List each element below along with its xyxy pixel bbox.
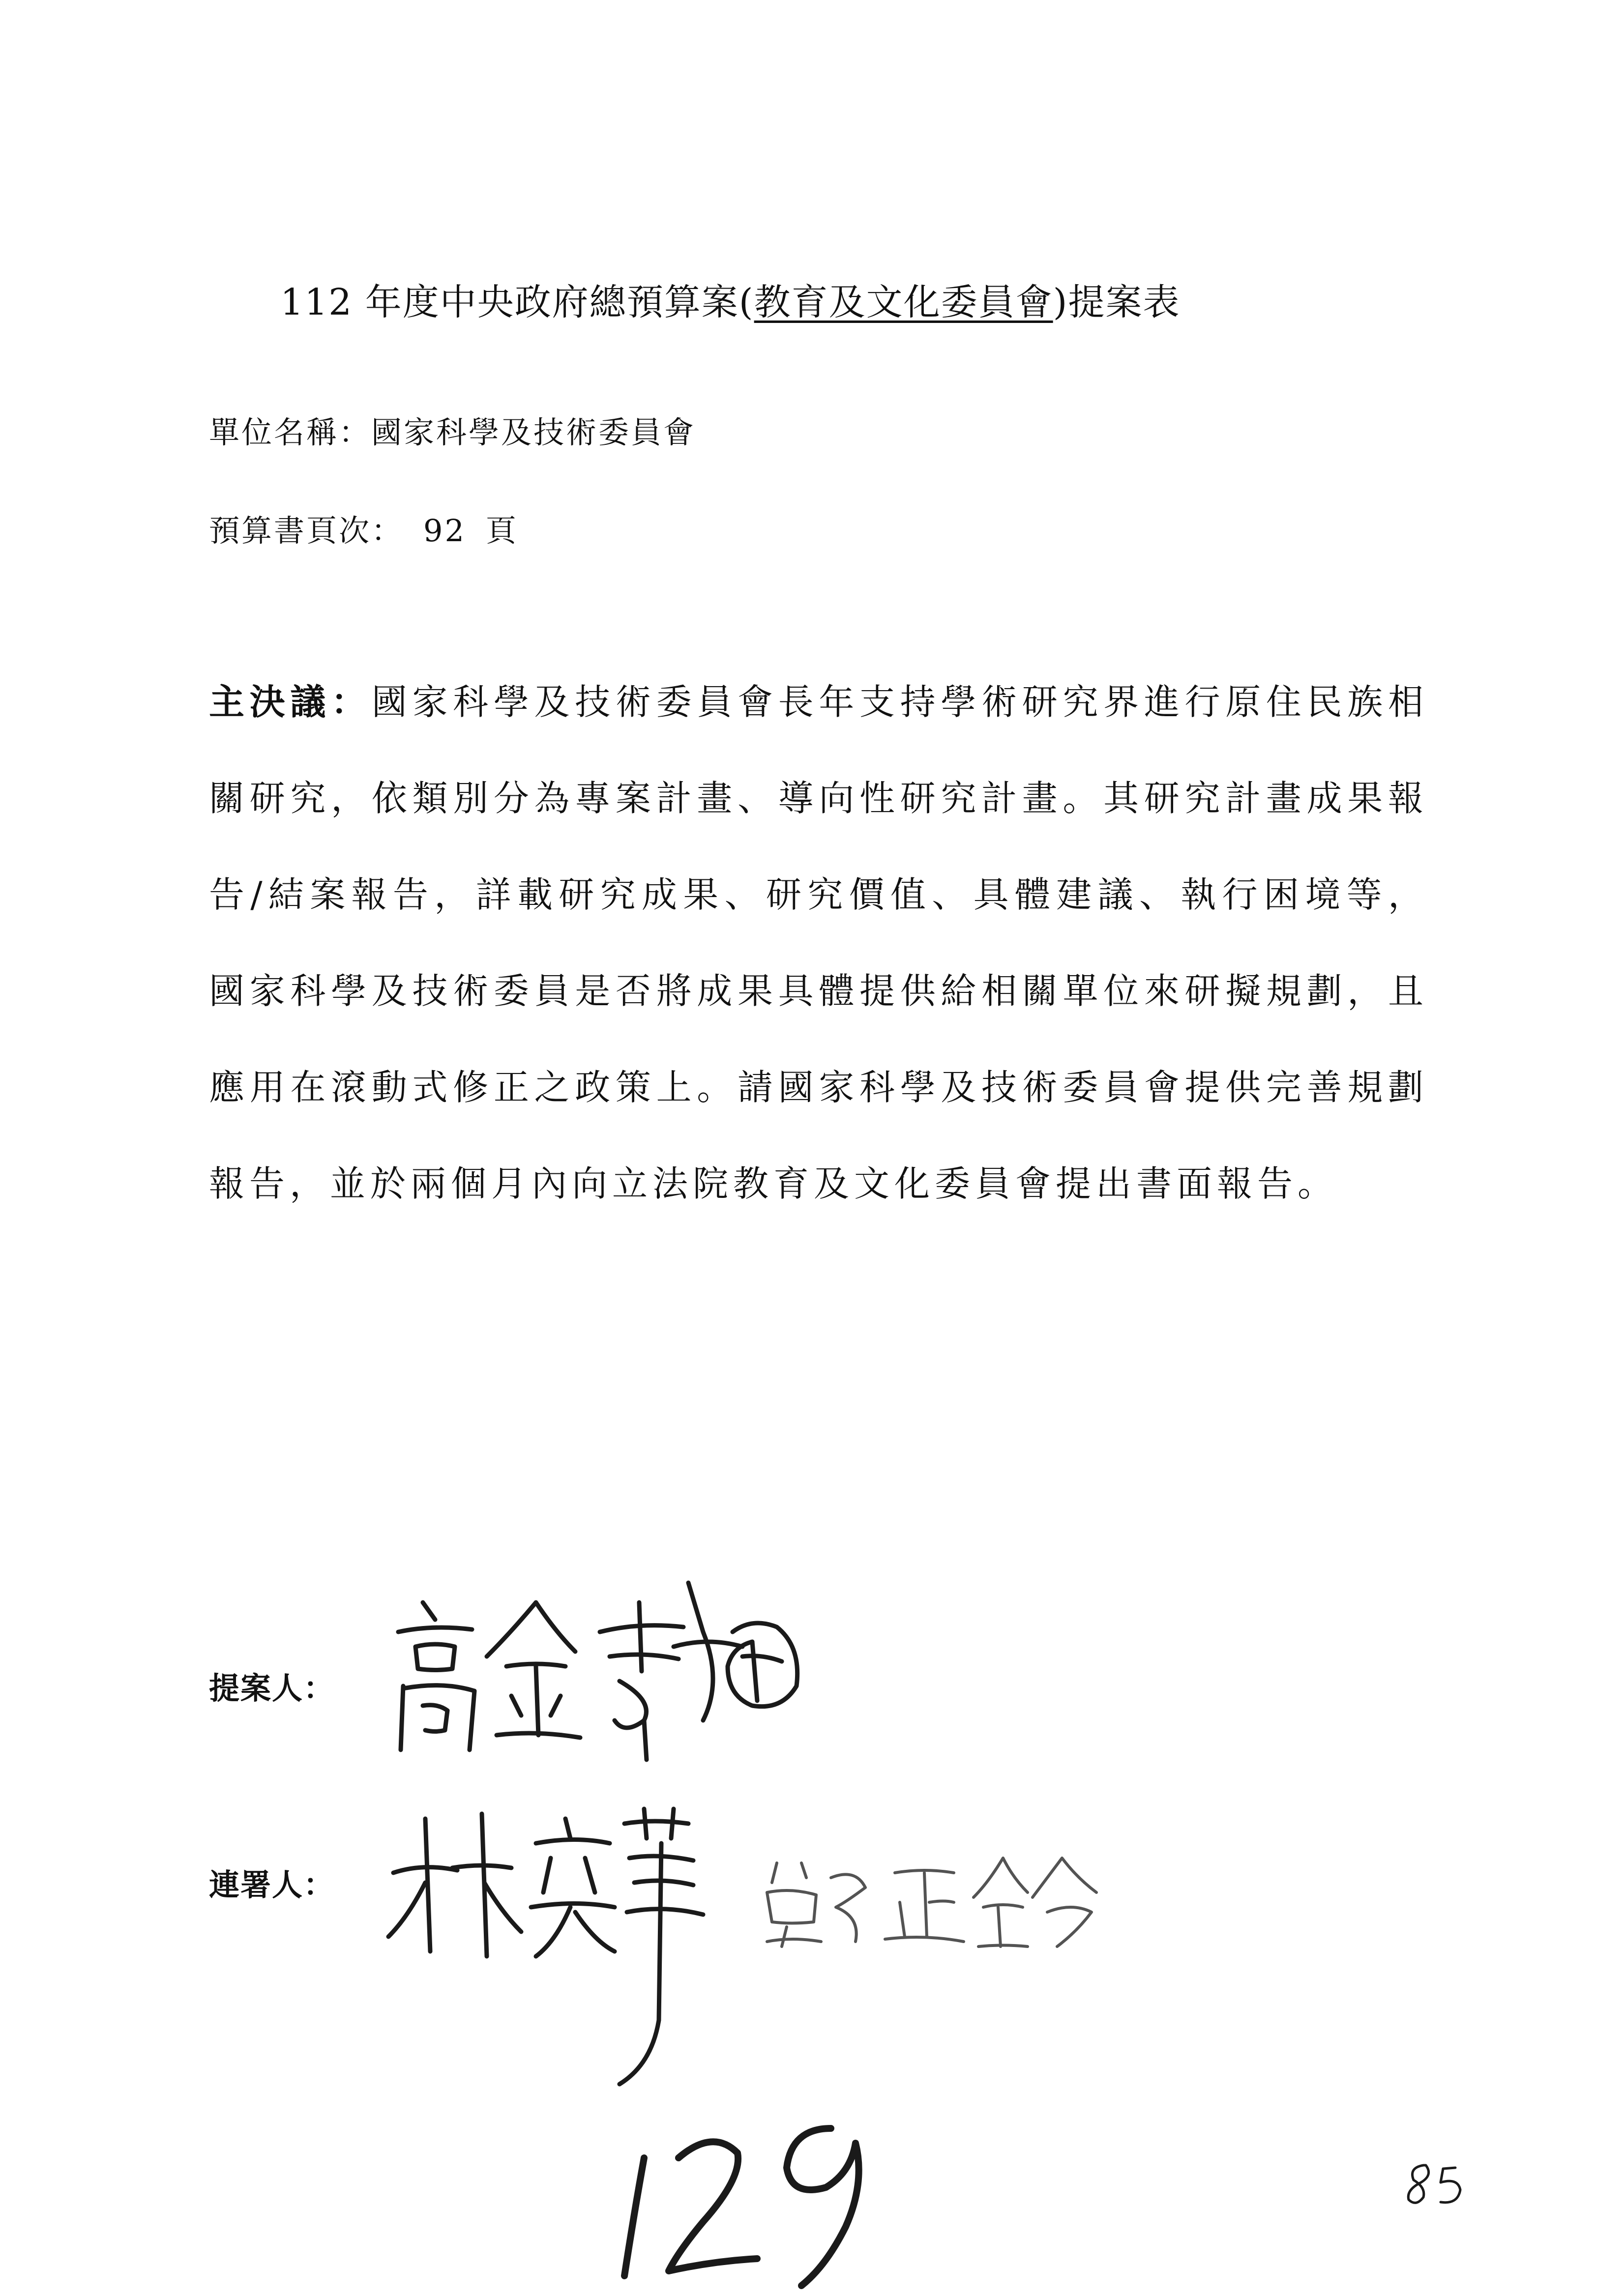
budget-page-label: 預算書頁次： [209,513,404,549]
unit-name-label: 單位名稱： [209,414,372,450]
cosigner-signature-1 [379,1789,723,2104]
handwritten-page-mark [1401,2158,1480,2212]
main-resolution [209,654,1428,1232]
unit-name-line [209,410,696,455]
proposer-signature [388,1573,831,1770]
proposer-label: 提案人： [209,1670,335,1706]
budget-page-value: 92 [423,513,466,549]
title-prefix: 112 年度中央政府總預算案( [280,281,754,323]
unit-name-value: 國家科學及技術委員會 [371,414,696,450]
document-title [280,275,1362,329]
cosigner-label: 連署人： [209,1867,335,1903]
title-suffix: )提案表 [1053,281,1181,323]
budget-page-line [209,509,518,553]
handwritten-number [615,2114,890,2296]
budget-page-unit: 頁 [485,513,518,549]
cosigner-signature-2 [757,1848,1111,1956]
resolution-label: 主決議： [209,681,372,723]
resolution-text: 國家科學及技術委員會長年支持學術研究界進行原住民族相關研究，依類別分為專案計畫、導向性研究計畫。其研究計畫成果報告/結案報告，詳載研究成果、研究價值、具體建議、執行困境等，國家科學及技術委員是否將成果具體提供給相關單位來研擬規劃，且應用在滾動式修正之政策上。請國家科學及技術委員會提供完善規劃報告，並於兩個月內向立法院教育及文化委員會提出書面報告。 [209,681,1428,1204]
title-committee: 教育及文化委員會 [754,281,1053,323]
